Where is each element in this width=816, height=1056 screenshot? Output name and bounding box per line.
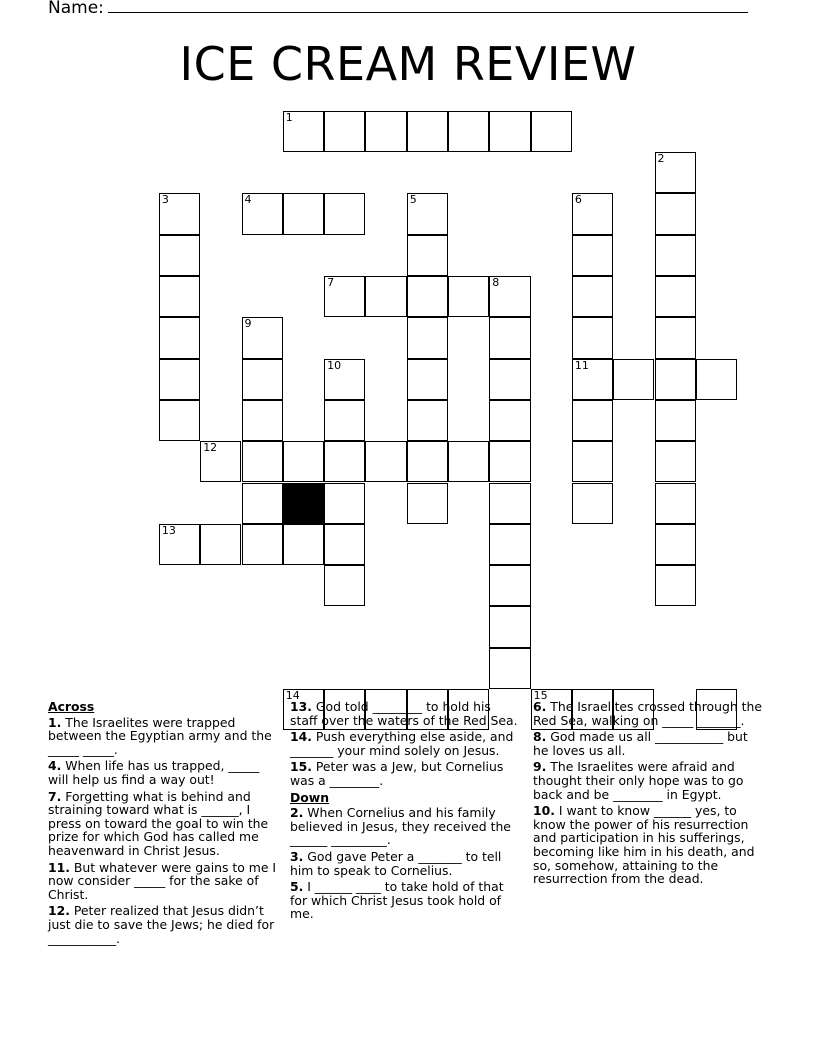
grid-cell[interactable] [655,152,696,193]
grid-cell[interactable] [655,359,696,400]
page-title: ICE CREAM REVIEW [179,37,637,91]
grid-cell[interactable] [242,524,283,565]
grid-cell[interactable] [324,276,365,317]
across-clue-14: 14. Push everything else aside, and _______ your mind solely on Jesus. [290,729,514,758]
grid-cell[interactable] [159,317,200,358]
across-clue-15: 15. Peter was a Jew, but Cornelius was a ________. [290,759,504,788]
grid-cell[interactable] [489,648,530,689]
down-clue-10: 10. I want to know ______ yes, to know the power of his resurrection and participation in his sufferings, becoming like him in his death, and so, somehow, attaining to the resurrection from the dead. [533,803,755,887]
cell-number: 12 [203,441,218,455]
grid-cell[interactable] [489,359,530,400]
cell-number: 4 [244,193,252,207]
down-clue-8: 8. God made us all ___________ but he loves us all. [533,729,748,758]
grid-cell[interactable] [655,565,696,606]
grid-cell[interactable] [324,193,365,234]
across-clue-11: 11. But whatever were gains to me I now consider _____ for the sake of Christ. [48,859,277,902]
across-clue-1: 1. The Israelites were trapped between the Egyptian army and the _____ _____. [48,714,272,757]
grid-cell[interactable] [572,483,613,524]
cell-number: 1 [285,110,293,124]
across-clue-13: 13. God told ________ to hold his staff over the waters of the Red Sea. [290,699,518,728]
grid-cell[interactable] [242,317,283,358]
grid-cell[interactable] [572,276,613,317]
grid-cell[interactable] [407,235,448,276]
grid-cell[interactable] [365,111,406,152]
grid-cell[interactable] [200,524,241,565]
grid-cell[interactable] [655,193,696,234]
grid-cell[interactable] [655,483,696,524]
grid-cell[interactable] [365,276,406,317]
grid-cell[interactable] [572,235,613,276]
cell-number: 15 [533,689,548,702]
grid-cell[interactable] [655,235,696,276]
clue-column-2 [290,700,522,924]
grid-cell[interactable] [242,359,283,400]
grid-cell[interactable] [283,193,324,234]
grid-cell[interactable] [159,359,200,400]
grid-cell[interactable] [407,400,448,441]
grid-cell[interactable] [572,441,613,482]
across-clue-12: 12. Peter realized that Jesus didn’t just die to save the Jews; he died for ___________. [48,903,275,946]
grid-cell[interactable] [572,359,613,400]
cell-number: 5 [409,193,417,207]
grid-cell[interactable] [489,565,530,606]
cell-number: 11 [574,358,589,372]
grid-cell[interactable] [489,524,530,565]
cell-number: 8 [492,276,500,289]
grid-cell[interactable] [324,359,365,400]
grid-cell[interactable] [696,359,737,400]
grid-cell[interactable] [159,193,200,234]
grid-cell[interactable] [324,441,365,482]
grid-cell[interactable] [283,111,324,152]
cell-number: 9 [244,317,252,331]
grid-cell[interactable] [324,483,365,524]
grid-cell[interactable] [489,441,530,482]
grid-cell[interactable] [655,317,696,358]
grid-cell[interactable] [324,111,365,152]
grid-cell[interactable] [489,606,530,647]
grid-cell[interactable] [655,524,696,565]
grid-cell[interactable] [655,441,696,482]
grid-cell[interactable] [407,359,448,400]
grid-cell[interactable] [448,111,489,152]
down-heading: Down [290,789,330,805]
clue-column-3 [533,700,765,889]
grid-cell[interactable] [200,441,241,482]
grid-cell[interactable] [531,111,572,152]
cell-number: 13 [161,523,176,537]
grid-cell[interactable] [324,524,365,565]
grid-cell[interactable] [572,193,613,234]
grid-cell[interactable] [489,317,530,358]
cell-number: 10 [327,358,342,372]
grid-cell[interactable] [242,193,283,234]
grid-cell[interactable] [655,276,696,317]
grid-cell[interactable] [283,441,324,482]
grid-cell[interactable] [365,441,406,482]
grid-cell[interactable] [489,483,530,524]
grid-cell[interactable] [613,359,654,400]
across-heading: Across [48,699,95,714]
grid-cell[interactable] [407,111,448,152]
grid-cell[interactable] [448,441,489,482]
clue-column-1 [48,700,280,948]
across-clue-4: 4. When life has us trapped, _____ will help us find a way out! [48,758,260,787]
grid-cell[interactable] [283,524,324,565]
grid-cell[interactable] [407,276,448,317]
cell-number: 7 [327,276,335,289]
down-clue-3: 3. God gave Peter a _______ to tell him to speak to Cornelius. [290,848,502,878]
grid-cell[interactable] [572,400,613,441]
across-clue-7: 7. Forgetting what is behind and straining toward what is ______, I press on toward the goal to win the prize for which God has called me heavenward in Christ Jesus. [48,788,269,858]
grid-cell[interactable] [159,235,200,276]
grid-cell[interactable] [572,317,613,358]
grid-cell[interactable] [489,400,530,441]
grid-cell[interactable] [407,193,448,234]
grid-cell[interactable] [324,565,365,606]
grid-cell[interactable] [448,276,489,317]
grid-cell[interactable] [242,441,283,482]
grid-cell[interactable] [407,483,448,524]
down-clue-2: 2. When Cornelius and his family believed in Jesus, they received the ______ _________. [290,805,511,848]
grid-block [283,483,324,524]
name-label: Name: [48,0,104,18]
grid-cell[interactable] [407,441,448,482]
down-clue-6: 6. The Israelites crossed through the Red Sea, walking on _____ _______. [533,699,762,728]
cell-number: 2 [657,152,665,166]
cell-number: 3 [161,193,169,207]
down-clue-5: 5. I ______ ____ to take hold of that for which Christ Jesus took hold of me. [290,879,504,922]
grid-cell[interactable] [159,524,200,565]
grid-cell[interactable] [655,400,696,441]
grid-cell[interactable] [407,317,448,358]
cell-number: 14 [285,689,300,702]
cell-number: 6 [574,193,582,207]
grid-cell[interactable] [242,483,283,524]
grid-cell[interactable] [489,111,530,152]
grid-cell[interactable] [242,400,283,441]
grid-cell[interactable] [324,400,365,441]
grid-cell[interactable] [159,276,200,317]
grid-cell[interactable] [489,276,530,317]
grid-cell[interactable] [159,400,200,441]
down-clue-9: 9. The Israelites were afraid and thought their only hope was to go back and be ________ in Egypt. [533,759,744,802]
